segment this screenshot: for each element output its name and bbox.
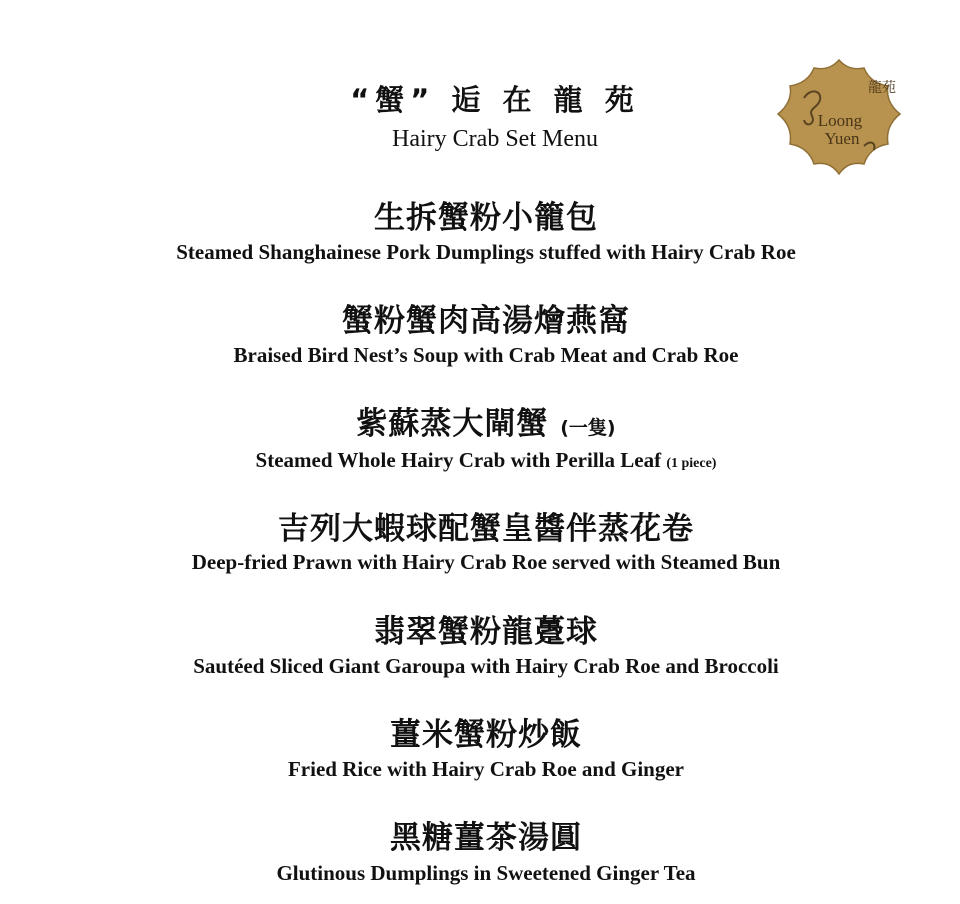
dish-name-english: Deep-fried Prawn with Hairy Crab Roe served with Steamed Bun [191, 550, 781, 574]
menu-item-en [0, 861, 960, 886]
dish-name-chinese: 吉列大蝦球配蟹皇醬伴蒸花卷 [278, 511, 694, 547]
menu-item [0, 812, 960, 857]
menu-item-en [0, 448, 960, 473]
dish-name-chinese: 黑糖薑茶湯圓 [390, 820, 582, 856]
dish-quantity-chinese: (一隻) [560, 417, 616, 439]
dish-name-english: Steamed Shanghainese Pork Dumplings stuffed with Hairy Crab Roe [176, 240, 796, 264]
menu-item [0, 503, 960, 548]
menu-item-en [0, 240, 960, 265]
menu-item-en [0, 654, 960, 679]
menu-item [0, 398, 960, 443]
menu-item-en [0, 343, 960, 368]
menu-item [0, 192, 960, 237]
dish-name-english: Sautéed Sliced Giant Garoupa with Hairy Crab Roe and Broccoli [193, 654, 779, 678]
dish-name-english: Braised Bird Nest’s Soup with Crab Meat and Crab Roe [233, 343, 739, 367]
menu-item [0, 606, 960, 651]
menu-title-english: Hairy Crab Set Menu [392, 126, 598, 152]
dish-name-chinese: 蟹粉蟹肉高湯燴燕窩 [342, 303, 630, 339]
logo-emblem-icon [776, 58, 902, 176]
dish-name-chinese: 生拆蟹粉小籠包 [374, 200, 598, 236]
menu-title-chinese: “蟹” 逅 在 龍 苑 [350, 83, 640, 117]
dish-name-chinese: 紫蘇蒸大閘蟹 [356, 406, 549, 442]
dish-name-chinese: 薑米蟹粉炒飯 [390, 717, 582, 753]
dish-name-chinese: 翡翠蟹粉龍躉球 [374, 614, 598, 650]
dish-quantity-english: (1 piece) [666, 456, 717, 471]
dish-name-english: Steamed Whole Hairy Crab with Perilla Leaf [255, 448, 662, 472]
menu-item-en [0, 757, 960, 782]
dish-name-english: Glutinous Dumplings in Sweetened Ginger Tea [276, 861, 696, 885]
menu-item [0, 295, 960, 340]
menu-item-en [0, 550, 960, 575]
menu-item [0, 709, 960, 754]
dish-name-english: Fried Rice with Hairy Crab Roe and Ginger [287, 757, 685, 781]
logo-text-chinese: 龍苑 [868, 80, 896, 96]
loong-yuen-logo [776, 58, 902, 176]
logo-text-yuen: Yuen [824, 129, 860, 148]
logo-text-loong: Loong [817, 111, 863, 130]
